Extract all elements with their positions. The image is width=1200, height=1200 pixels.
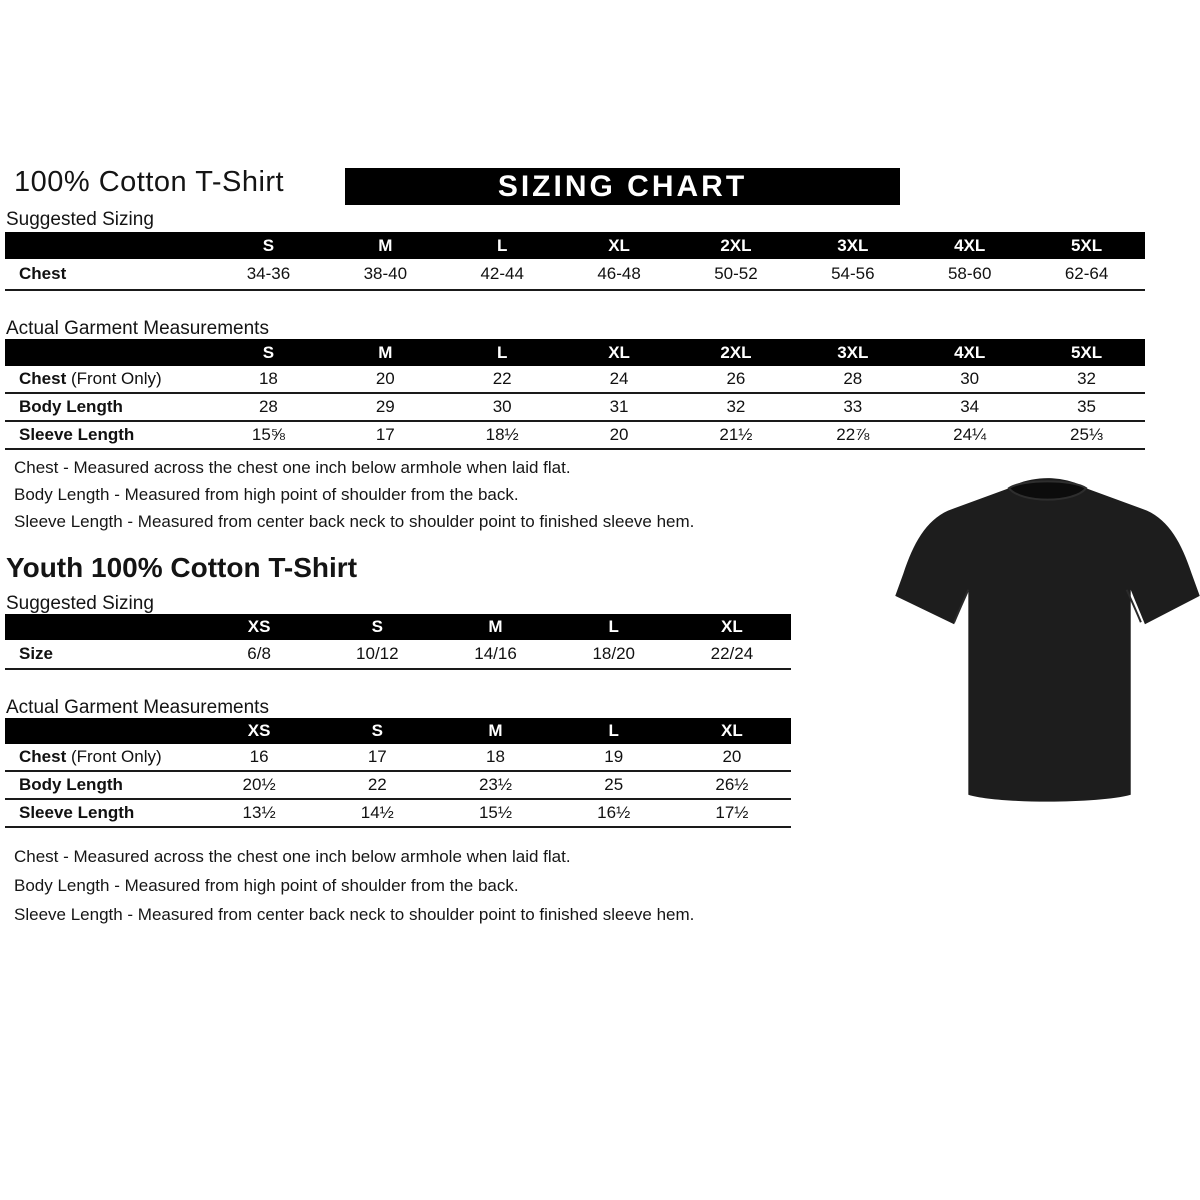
table-value-cell: 29	[375, 397, 395, 416]
table-value-cell: 20	[609, 425, 629, 444]
table-value-cell: 22	[367, 775, 387, 794]
sizing-chart-banner	[345, 168, 900, 205]
table-value-cell: 18	[486, 747, 505, 766]
column-header-cell: 5XL	[1070, 342, 1103, 362]
column-header-cell: L	[496, 342, 508, 362]
table-row	[5, 422, 1145, 450]
table-value-cell: 22⅞	[836, 425, 870, 444]
table-value-cell: 20½	[242, 775, 276, 794]
sizing-chart-banner-label: SIZING CHART	[497, 169, 748, 203]
tshirt-body-shape	[895, 478, 1199, 802]
column-header-cell: 5XL	[1070, 235, 1103, 255]
table-value-cell: 26½	[715, 775, 749, 794]
table-value-cell: 34-36	[246, 264, 291, 283]
adult-actual-measurements-label: Actual Garment Measurements	[6, 318, 269, 339]
table-value-cell: 14/16	[474, 644, 517, 663]
table-value-cell: 25⅓	[1070, 425, 1104, 444]
table-value-cell: 23½	[478, 775, 513, 794]
table-value-cell: 31	[609, 397, 629, 416]
table-row	[5, 800, 791, 828]
table-value-cell: 22	[492, 369, 512, 388]
column-header-cell: M	[378, 235, 393, 255]
table-value-cell: 54-56	[831, 264, 875, 283]
table-value-cell: 20	[375, 369, 395, 388]
tshirt-graphic	[895, 472, 1200, 812]
table-value-cell: 6/8	[247, 644, 271, 663]
table-value-cell: 22/24	[710, 644, 754, 663]
table-value-cell: 50-52	[714, 264, 758, 283]
adult-chest-note: Chest - Measured across the chest one inch below armhole when laid flat.	[14, 458, 571, 477]
table-value-cell: 30	[492, 397, 512, 416]
column-header-cell: S	[371, 721, 383, 740]
table-value-cell: 28	[843, 369, 863, 388]
column-header-cell: L	[496, 235, 508, 255]
column-header-cell: M	[488, 721, 503, 740]
table-value-cell: 16	[249, 747, 269, 766]
table-value-cell: 10/12	[356, 644, 399, 663]
table-value-cell: 14½	[360, 803, 394, 822]
column-header-cell: S	[262, 342, 275, 362]
youth-suggested-sizing-table	[5, 614, 791, 670]
table-value-cell: 18/20	[592, 644, 635, 663]
table-value-cell: 35	[1077, 397, 1097, 416]
row-label-cell: Body Length	[19, 397, 123, 416]
table-row	[5, 259, 1145, 291]
row-label-cell: Size	[19, 644, 54, 663]
adult-sleeve-length-note: Sleeve Length - Measured from center back neck to shoulder point to finished sleeve hem.	[14, 512, 695, 531]
table-value-cell: 18	[258, 369, 278, 388]
youth-actual-measurements-table	[5, 718, 791, 828]
table-value-cell: 21½	[719, 425, 753, 444]
column-header-cell: M	[378, 342, 393, 362]
table-header-row	[5, 232, 1145, 259]
table-value-cell: 13½	[242, 803, 276, 822]
column-header-cell: 4XL	[954, 235, 986, 255]
column-header-cell: 3XL	[837, 235, 869, 255]
youth-sleeve-length-note: Sleeve Length - Measured from center back neck to shoulder point to finished sleeve hem.	[14, 905, 695, 924]
adult-suggested-sizing-table	[5, 232, 1145, 291]
page-title: 100% Cotton T-Shirt	[14, 166, 285, 198]
row-label-cell: Chest	[19, 264, 67, 283]
table-value-cell: 62-64	[1064, 264, 1109, 283]
table-value-cell: 24¼	[953, 425, 987, 444]
youth-body-length-note: Body Length - Measured from high point of shoulder from the back.	[14, 876, 519, 895]
table-value-cell: 15⅝	[251, 425, 285, 444]
youth-suggested-sizing-label: Suggested Sizing	[6, 593, 154, 614]
column-header-cell: XS	[247, 617, 271, 636]
youth-page-title: Youth 100% Cotton T-Shirt	[6, 552, 358, 583]
column-header-cell: 2XL	[720, 342, 752, 362]
column-header-cell: 2XL	[720, 235, 752, 255]
table-value-cell: 38-40	[363, 264, 408, 283]
table-value-cell: 25	[604, 775, 624, 794]
column-header-cell: S	[371, 617, 383, 636]
column-header-cell: XL	[608, 342, 630, 362]
row-label-cell: Chest (Front Only)	[19, 369, 162, 388]
table-row	[5, 772, 791, 800]
column-header-cell: XS	[247, 721, 271, 740]
table-row	[5, 394, 1145, 422]
column-header-cell: XL	[608, 235, 630, 255]
table-value-cell: 17½	[715, 803, 749, 822]
table-value-cell: 26	[726, 369, 746, 388]
row-label-cell: Sleeve Length	[19, 425, 135, 444]
table-header-row	[5, 614, 791, 640]
row-label-cell: Chest (Front Only)	[19, 747, 162, 766]
column-header-cell: L	[608, 721, 619, 740]
table-value-cell: 34	[960, 397, 980, 416]
table-row	[5, 640, 791, 670]
tshirt-image	[895, 472, 1200, 812]
table-value-cell: 32	[726, 397, 746, 416]
adult-body-length-note: Body Length - Measured from high point of shoulder from the back.	[14, 485, 519, 504]
table-value-cell: 17	[375, 425, 395, 444]
column-header-cell: 4XL	[954, 342, 986, 362]
table-value-cell: 58-60	[947, 264, 992, 283]
table-value-cell: 18½	[485, 425, 519, 444]
table-value-cell: 28	[258, 397, 278, 416]
table-value-cell: 32	[1077, 369, 1097, 388]
adult-suggested-sizing-label: Suggested Sizing	[6, 209, 154, 230]
column-header-cell: S	[262, 235, 275, 255]
table-value-cell: 33	[843, 397, 863, 416]
table-value-cell: 42-44	[480, 264, 524, 283]
column-header-cell: XL	[721, 617, 743, 636]
row-label-cell: Body Length	[19, 775, 123, 794]
table-row	[5, 366, 1145, 394]
table-value-cell: 19	[604, 747, 624, 766]
column-header-cell: 3XL	[837, 342, 869, 362]
table-value-cell: 16½	[597, 803, 631, 822]
column-header-cell: L	[608, 617, 619, 636]
adult-actual-measurements-table	[5, 339, 1145, 450]
table-value-cell: 46-48	[597, 264, 641, 283]
table-header-row	[5, 339, 1145, 366]
table-row	[5, 744, 791, 772]
youth-chest-note: Chest - Measured across the chest one inch below armhole when laid flat.	[14, 847, 571, 866]
youth-actual-measurements-label: Actual Garment Measurements	[6, 697, 269, 718]
column-header-cell: M	[488, 617, 503, 636]
table-value-cell: 24	[609, 369, 629, 388]
row-label-cell: Sleeve Length	[19, 803, 135, 822]
table-value-cell: 17	[367, 747, 387, 766]
table-value-cell: 30	[960, 369, 980, 388]
table-value-cell: 15½	[478, 803, 513, 822]
table-value-cell: 20	[722, 747, 742, 766]
column-header-cell: XL	[721, 721, 743, 740]
table-header-row	[5, 718, 791, 744]
